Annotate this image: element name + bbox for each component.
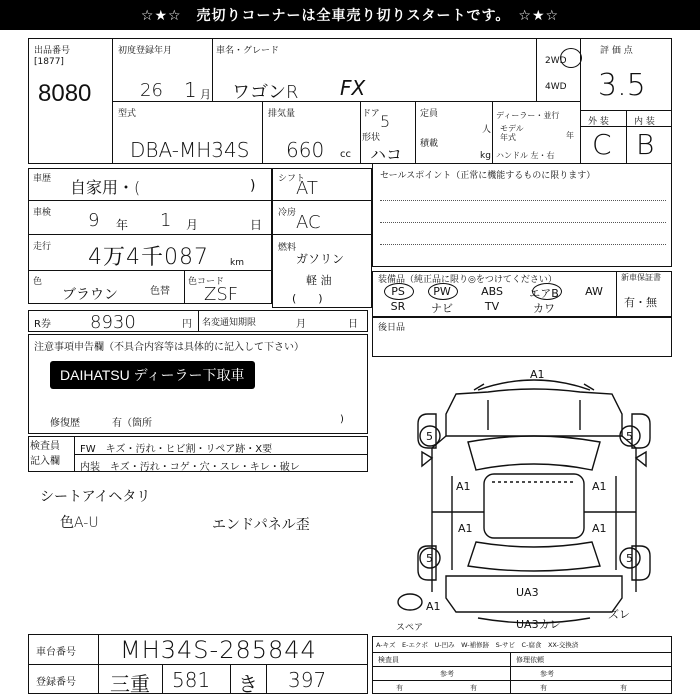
legend-row-ref2: 参考	[540, 670, 554, 678]
mark-front-left-wheel: 5	[426, 430, 433, 443]
first-reg-month: 1	[184, 78, 197, 102]
load-unit: kg	[480, 151, 491, 161]
mark-left-front-door: A1	[456, 480, 471, 493]
inspection-label: 車検	[33, 208, 52, 218]
color-value: ブラウン	[62, 287, 118, 303]
mark-rear-bumper: UA3カレ	[516, 618, 561, 631]
rear-items-box	[372, 317, 672, 357]
handle-label: ハンドル 左・右	[496, 151, 555, 160]
notes-label: 注意事項申告欄（不具合内容等は具体的に記入して下さい）	[34, 342, 304, 353]
inspection-day-unit: 日	[250, 218, 263, 232]
mark-rear-right-wheel: 5	[626, 552, 633, 565]
mileage-label: 走行	[33, 242, 52, 252]
first-reg-year: 26	[140, 80, 163, 101]
score-int: B	[636, 128, 655, 161]
history-label: 車歴	[33, 174, 52, 184]
note-endpanel: エンドパネル歪	[212, 517, 310, 533]
mark-spare: A1	[426, 600, 441, 613]
displacement-unit: cc	[340, 149, 351, 160]
dealer-label: ディーラー・並行	[496, 111, 560, 120]
equip-tv: TV	[484, 300, 500, 313]
model-label: 型式	[118, 109, 137, 119]
inspection-month-unit: 月	[186, 218, 199, 232]
equip-leather: カワ	[533, 302, 555, 315]
drive-4wd: 4WD	[545, 82, 567, 92]
color-code-label: 色コード	[188, 277, 225, 287]
ac-label: 冷房	[278, 208, 297, 218]
car-damage-diagram	[396, 362, 672, 632]
equip-abs: ABS	[481, 285, 503, 298]
note-seat: シートアイヘタリ	[40, 489, 151, 505]
car-grade: FX	[340, 76, 366, 100]
year-unit: 年	[566, 131, 574, 140]
fuel-paren: ( )	[292, 292, 323, 305]
score-ext-label: 外 装	[588, 117, 609, 127]
plate-kana: き	[238, 672, 258, 696]
legend-row-ref1: 参考	[440, 670, 454, 678]
equip-sr: SR	[390, 300, 406, 313]
fuel-gas: ガソリン	[296, 252, 345, 266]
dealer-tag: DAIHATSU ディーラー下取車	[50, 361, 255, 389]
drive-circle	[560, 48, 582, 68]
equip-ps-circle	[384, 283, 414, 300]
history-close: )	[250, 178, 256, 194]
color-code: ZSF	[204, 284, 239, 305]
inspector-int-row: 内装 キズ・汚れ・コゲ・穴・スレ・キレ・破レ	[80, 462, 300, 473]
color-label: 色	[33, 277, 43, 287]
inspection-year: 9	[88, 210, 100, 231]
lot-number: 8080	[38, 80, 92, 107]
inspector-label: 検査員 記入欄	[30, 441, 60, 467]
equipment-label: 装備品（純正品に限り◎をつけてください）	[378, 275, 557, 285]
repair-value: 有（箇所	[112, 418, 152, 429]
legend-check-1: 有	[396, 684, 403, 692]
score-ext: C	[592, 128, 612, 161]
equip-airbag-circle	[532, 283, 562, 300]
shape-value: ハコ	[370, 145, 403, 164]
shift-value: AT	[296, 178, 318, 199]
banner: ☆★☆ 売切りコーナーは全車売り切りスタートです。 ☆★☆	[0, 0, 700, 30]
displacement-value: 660	[286, 138, 325, 162]
sales-point-label: セールスポイント（正常に機能するものに限ります）	[380, 171, 596, 181]
equip-aw: AW	[585, 285, 603, 298]
repair-label: 修復歴	[50, 418, 80, 429]
equip-ps: PS	[391, 285, 405, 298]
legend-check-4: 有	[620, 684, 627, 692]
plate-number: 397	[288, 668, 327, 692]
legend-row-repair: 修理依頼	[516, 656, 544, 664]
mileage-value: 4万4千087	[88, 245, 209, 270]
recycle-value: 8930	[90, 312, 136, 333]
mark-rear-panel: UA3	[516, 586, 539, 599]
car-name-label: 車名・グレード	[216, 46, 280, 56]
equip-navi: ナビ	[431, 302, 453, 315]
mark-right-front-door: A1	[592, 480, 607, 493]
warranty-label: 新車保証書	[621, 273, 661, 282]
repair-close: )	[340, 414, 344, 425]
load-label: 積載	[420, 139, 439, 149]
doors-value: 5	[380, 112, 391, 131]
legend-line: A-キズ E-エクボ U-凹み W-補修跡 S-サビ C-腐食 XX-交換済	[376, 641, 579, 649]
color-change-label: 色替	[150, 286, 170, 297]
inspector-fw-row: FW キズ・汚れ・ヒビ割・リペア跡・X要	[80, 444, 273, 455]
car-name: ワゴンR	[232, 82, 299, 103]
mileage-unit: km	[230, 258, 244, 268]
inspection-month: 1	[160, 210, 172, 231]
capacity-label: 定員	[420, 109, 439, 119]
mark-rear-left-wheel: 5	[426, 552, 433, 565]
fuel-diesel: 軽 油	[306, 274, 332, 287]
model-value: DBA-MH34S	[130, 138, 250, 162]
doors-label: ドア	[362, 109, 380, 119]
capacity-unit: 人	[482, 125, 492, 135]
shape-label: 形状	[362, 133, 381, 143]
fuel-label: 燃料	[278, 243, 297, 253]
score-value: 3.5	[598, 68, 646, 103]
ac-value: AC	[296, 212, 321, 233]
lot-label: 出品番号	[34, 46, 71, 56]
mark-left-rear-door: A1	[458, 522, 473, 535]
plate-label: 登録番号	[36, 677, 76, 688]
mark-front-right-wheel: 5	[626, 430, 633, 443]
lot-sub: [1877]	[34, 57, 64, 67]
first-reg-label: 初度登録年月	[118, 46, 173, 56]
inspection-year-unit: 年	[116, 218, 129, 232]
chassis-value: MH34S-285844	[120, 636, 317, 664]
score-label: 評 価 点	[600, 46, 633, 56]
plate-class: 581	[172, 668, 211, 692]
model-year-label: モデル 年式	[500, 124, 524, 142]
notice-month: 月	[296, 319, 306, 330]
rear-items-label: 後日品	[378, 323, 406, 333]
equip-airbag: エアB	[529, 287, 559, 300]
legend-row-inspector: 検査員	[378, 656, 399, 664]
mark-right-rear-door: A1	[592, 522, 607, 535]
drive-2wd: 2WD	[545, 56, 567, 66]
spare-label: スペア	[396, 623, 424, 633]
equip-pw-circle	[428, 283, 458, 300]
chassis-label: 車台番号	[36, 647, 76, 658]
score-int-label: 内 装	[634, 117, 655, 127]
note-color: 色A-U	[60, 515, 99, 531]
first-reg-month-unit: 月	[200, 88, 211, 101]
equip-pw: PW	[433, 285, 451, 298]
mark-front-bumper: A1	[530, 368, 545, 381]
legend-check-2: 有	[470, 684, 477, 692]
recycle-label: R券	[34, 319, 51, 330]
shift-label: シフト	[278, 174, 306, 184]
history-value: 自家用・(	[70, 178, 141, 197]
mark-rear-shift: ズレ	[608, 608, 630, 621]
recycle-unit: 円	[182, 319, 192, 330]
notice-label: 名変通知期限	[202, 318, 257, 328]
notice-day: 日	[348, 319, 358, 330]
plate-region: 三重	[110, 672, 150, 696]
legend-check-3: 有	[540, 684, 547, 692]
displacement-label: 排気量	[268, 109, 296, 119]
warranty-value: 有・無	[624, 296, 657, 309]
